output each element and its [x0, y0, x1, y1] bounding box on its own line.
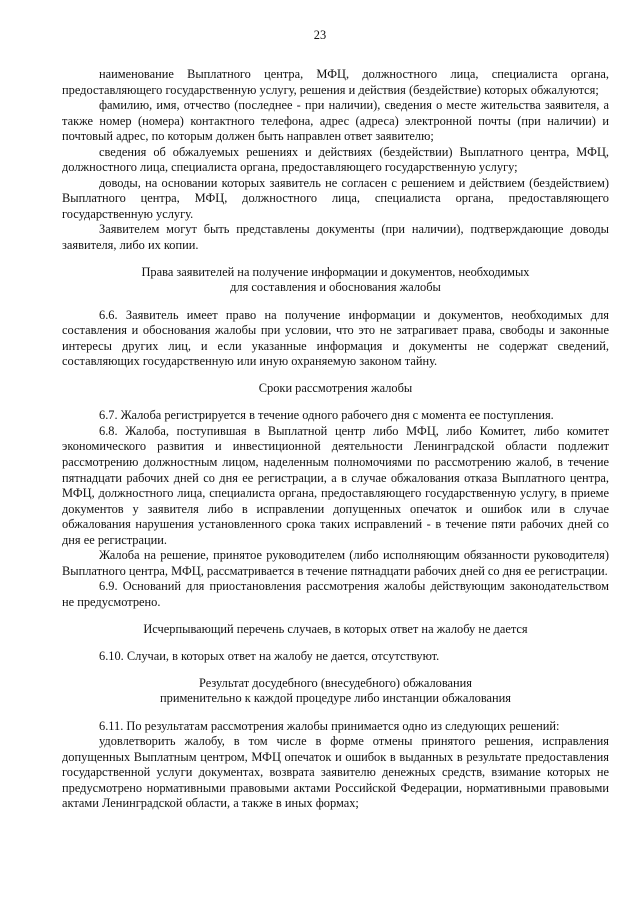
section-heading-line: Результат досудебного (внесудебного) обжалования — [198, 675, 473, 690]
paragraph: 6.11. По результатам рассмотрения жалобы принимается одно из следующих решений: — [99, 718, 560, 733]
paragraph: фамилию, имя, отчество (последнее - при наличии), сведения о месте жительства заявителя, а также номер (номера) контактного телефона, адрес (адреса) электронной почты (при наличии) и почтовый адрес, по которым должен быть направлен ответ заявителю; — [62, 98, 609, 144]
section-heading-line: Права заявителей на получение информации и документов, необходимых — [141, 264, 530, 279]
paragraph: сведения об обжалуемых решениях и действиях (бездействии) Выплатного центра, МФЦ, должностного лица, специалиста органа, предоставляющего государственную услугу; — [62, 144, 609, 175]
section-heading-line: Исчерпывающий перечень случаев, в которых ответ на жалобу не дается — [143, 621, 528, 636]
section-heading-line: для составления и обоснования жалобы — [230, 280, 441, 295]
paragraph: 6.6. Заявитель имеет право на получение информации и документов, необходимых для составления и обоснования жалобы при условии, что это не затрагивает права, свободы и законные интересы других лиц, и если указанные информация и документы не содержат сведений, составляющих государственную или иную охраняемую законом тайну. — [62, 307, 609, 369]
paragraph: 6.9. Оснований для приостановления рассмотрения жалобы действующим законодательством не предусмотрено. — [62, 579, 609, 609]
section-heading — [62, 622, 609, 638]
paragraph: Заявителем могут быть представлены документы (при наличии), подтверждающие доводы заявителя, либо их копии. — [62, 222, 609, 253]
paragraph: доводы, на основании которых заявитель не согласен с решением и действием (бездействием) Выплатного центра, МФЦ, должностного лица, специалиста органа, предоставляющего государственную услугу. — [62, 175, 609, 221]
page-body — [62, 67, 609, 812]
section-heading — [62, 381, 609, 397]
section-heading — [62, 676, 609, 707]
section-heading-line: Сроки рассмотрения жалобы — [258, 380, 413, 395]
paragraph: 6.8. Жалоба, поступившая в Выплатной центр либо МФЦ, либо Комитет, либо комитет экономического развития и инвестиционной деятельности Ленинградской области подлежит рассмотрению должностным лицом, наделенным полномочиями по рассмотрению жалоб, в течение пятнадцати рабочих дней со дня ее регистрации, а в случае обжалования отказа Выплатного центра, МФЦ, должностного лица, специалиста органа, предоставляющего государственную услугу, в приеме документов у заявителя либо в исправлении допущенных опечаток и ошибок или в случае обжалования нарушения установленного срока таких исправлений - в течение пяти рабочих дней со дня ее регистрации. — [62, 423, 609, 547]
paragraph: 6.7. Жалоба регистрируется в течение одного рабочего дня с момента ее поступления. — [99, 408, 554, 423]
paragraph: 6.10. Случаи, в которых ответ на жалобу не дается, отсутствуют. — [99, 649, 440, 664]
paragraph: наименование Выплатного центра, МФЦ, должностного лица, специалиста органа, предоставляющего государственную услугу, решения и действия (бездействие) которых обжалуются; — [62, 67, 609, 97]
section-heading-line: применительно к каждой процедуре либо инстанции обжалования — [160, 691, 511, 706]
paragraph: удовлетворить жалобу, в том числе в форме отмены принятого решения, исправления допущенных Выплатным центром, МФЦ опечаток и ошибок в выданных в результате предоставления государственной услуги документах, возврата заявителю денежных средств, взимание которых не предусмотрено нормативными правовыми актами Российской Федерации, нормативными правовыми актами Ленинградской области, а также в иных формах; — [62, 734, 609, 811]
paragraph: Жалоба на решение, принятое руководителем (либо исполняющим обязанности руководителя) Выплатного центра, МФЦ, рассматривается в течение пятнадцати рабочих дней со дня ее регистрации. — [62, 548, 609, 578]
section-heading — [62, 265, 609, 296]
page-number: 23 — [313, 28, 327, 42]
